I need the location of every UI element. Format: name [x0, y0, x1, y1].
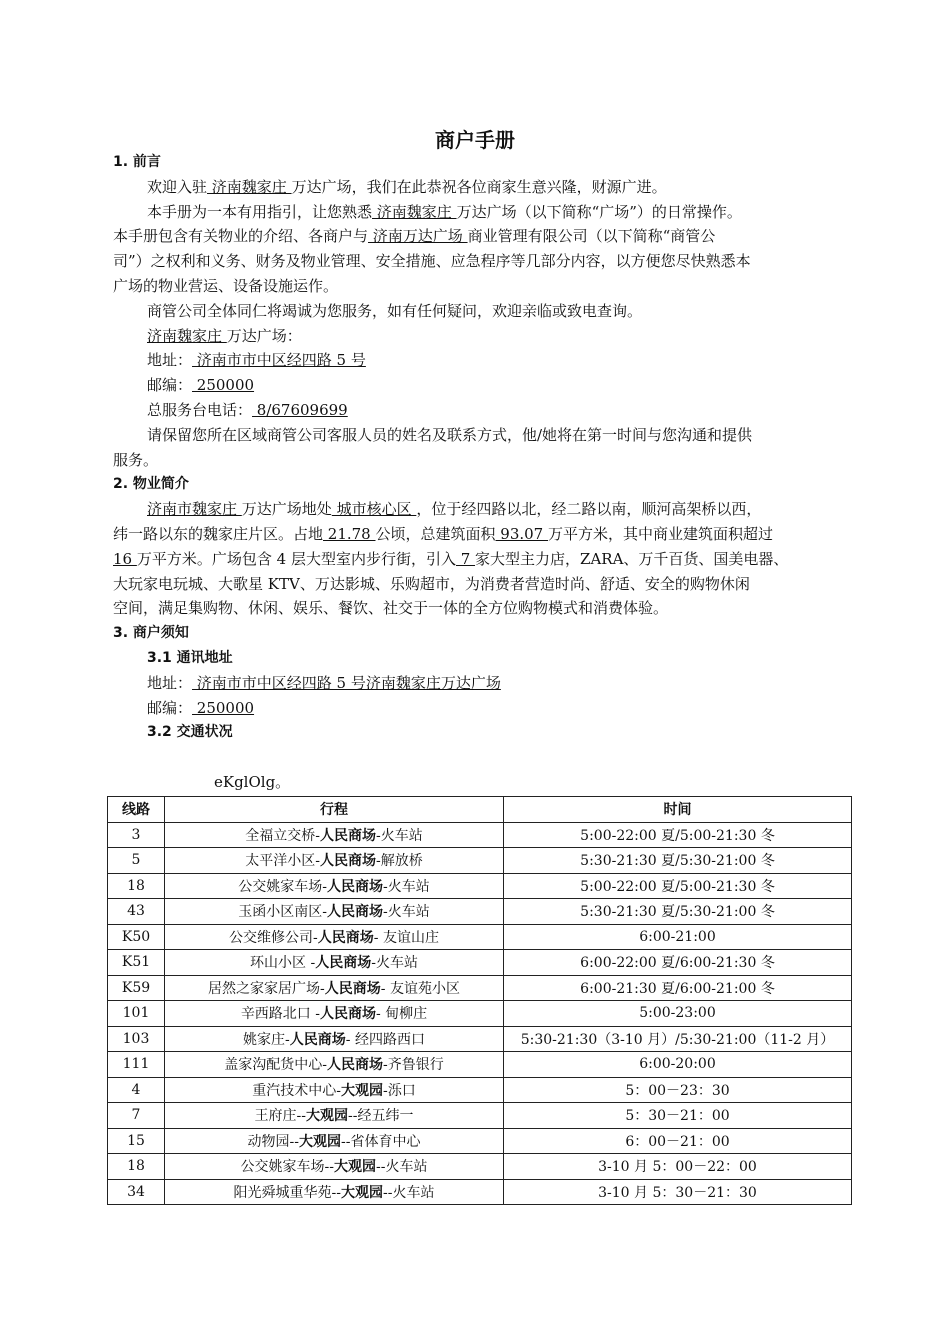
- route-line-number: 103: [108, 1026, 165, 1052]
- text: 万平方米，其中商业建筑面积超过: [548, 524, 774, 543]
- company-name: 济南万达广场: [368, 227, 468, 246]
- route-line-number: 18: [108, 1154, 165, 1180]
- route-stop: -解放桥: [376, 853, 423, 870]
- text: 万平方米。广场包含 4 层大型室内步行街，引入: [136, 549, 456, 568]
- route-line-number: K59: [108, 975, 165, 1001]
- route-itinerary: [165, 975, 504, 1001]
- route-service-time: 6：00－21：00: [504, 1128, 852, 1154]
- route-stop: 重汽技术中心-: [252, 1082, 341, 1099]
- route-stop: - 友谊苑小区: [380, 980, 460, 997]
- route-stop: -齐鲁银行: [383, 1057, 444, 1074]
- route-line-number: 5: [108, 848, 165, 874]
- route-service-time: 6:00-20:00: [504, 1052, 852, 1078]
- table-row: [108, 950, 852, 976]
- route-stop: 辛西路北口 -: [240, 1006, 320, 1023]
- route-itinerary: [165, 848, 504, 874]
- commercial-area: 16: [113, 549, 137, 568]
- section-1-heading: 1. 前言: [113, 154, 161, 170]
- text: 万达广场：: [226, 326, 302, 345]
- route-itinerary: [165, 1001, 504, 1027]
- route-stop: 公交维修公司-: [229, 929, 318, 946]
- table-row: [108, 848, 852, 874]
- route-itinerary: [165, 1103, 504, 1129]
- route-service-time: 5:30-21:30 夏/5:30-21:00 冬: [504, 848, 852, 874]
- route-stop: 盖家沟配货中心-: [224, 1057, 327, 1074]
- route-hub-stop: 大观园: [334, 1159, 376, 1176]
- table-row: [108, 1026, 852, 1052]
- zipcode-line: [113, 373, 838, 398]
- property-intro-line-3: [113, 547, 838, 572]
- intro-paragraph-3: 商管公司全体同仁将竭诚为您服务，如有任何疑问，欢迎亲临或致电查询。: [147, 301, 643, 320]
- route-stop: -火车站: [371, 955, 418, 972]
- route-hub-stop: 人民商场: [324, 980, 381, 997]
- route-line-number: 3: [108, 822, 165, 848]
- route-itinerary: [165, 1179, 504, 1205]
- route-hub-stop: 人民商场: [327, 878, 383, 895]
- table-header-row: [108, 797, 852, 823]
- table-row: [108, 1001, 852, 1027]
- address-label: 地址：: [147, 673, 193, 692]
- route-stop: -火车站: [383, 904, 430, 921]
- route-stop: - 经四路西口: [345, 1031, 425, 1048]
- zipcode-label: 邮编：: [147, 376, 193, 395]
- plaza-name: 济南魏家庄: [372, 202, 457, 221]
- route-itinerary: [165, 1052, 504, 1078]
- text: 欢迎入驻: [147, 177, 208, 196]
- route-hub-stop: 大观园: [341, 1082, 383, 1099]
- route-service-time: 5：00－23：30: [504, 1077, 852, 1103]
- text: 纬一路以东的魏家庄片区。占地: [113, 524, 324, 543]
- route-stop: -火车站: [376, 827, 423, 844]
- zipcode-value: 250000: [192, 698, 255, 717]
- route-itinerary: [165, 1077, 504, 1103]
- route-hub-stop: 人民商场: [320, 1006, 376, 1023]
- route-stop: 阳光舜城重华苑--: [233, 1184, 341, 1201]
- property-intro-line-4: 大玩家电玩城、大歌星 KTV、万达影城、乐购超市，为消费者营造时尚、舒适、安全的购物休闲: [113, 574, 750, 593]
- route-stop: 居然之家家居广场-: [208, 980, 325, 997]
- route-hub-stop: 人民商场: [315, 955, 372, 972]
- route-stop: --经五纬一: [348, 1108, 414, 1125]
- route-stop: - 友谊山庄: [373, 929, 439, 946]
- address-line: [113, 348, 838, 373]
- route-itinerary: [165, 950, 504, 976]
- phone-label: 总服务台电话：: [147, 400, 253, 419]
- text: 公顷，总建筑面积: [375, 524, 496, 543]
- route-itinerary: [165, 1154, 504, 1180]
- route-stop: --火车站: [383, 1184, 435, 1201]
- route-hub-stop: 人民商场: [317, 929, 374, 946]
- route-service-time: 6:00-21:00: [504, 924, 852, 950]
- route-itinerary: [165, 1026, 504, 1052]
- section-3-heading: 3. 商户须知: [113, 625, 189, 642]
- address-value: 济南市市中区经四路 5 号济南魏家庄万达广场: [192, 673, 501, 692]
- route-stop: 公交姚家车场-: [238, 878, 327, 895]
- route-service-time: 5:00-23:00: [504, 1001, 852, 1027]
- phone-value: 8/67609699: [252, 400, 348, 419]
- address-label: 地址：: [147, 351, 193, 370]
- table-row: [108, 1128, 852, 1154]
- plaza-contact-title: [113, 324, 838, 349]
- route-line-number: 18: [108, 873, 165, 899]
- subsection-3-1-heading: 3.1 通讯地址: [147, 649, 233, 666]
- route-stop: 姚家庄-: [243, 1031, 290, 1048]
- intro-paragraph-4-line-1: 请保留您所在区域商管公司客服人员的姓名及联系方式，他/她将在第一时间与您沟通和提供: [147, 425, 753, 444]
- route-service-time: 6:00-21:30 夏/6:00-21:00 冬: [504, 975, 852, 1001]
- property-intro-line-2: [113, 522, 838, 547]
- route-line-number: 111: [108, 1052, 165, 1078]
- intro-paragraph-2-line-2: [113, 224, 838, 249]
- text: 商业管理有限公司（以下简称“商管公: [467, 227, 716, 246]
- route-stop: - 甸柳庄: [376, 1006, 428, 1023]
- zipcode-label: 邮编：: [147, 698, 193, 717]
- address-value: 济南市市中区经四路 5 号: [192, 351, 366, 370]
- route-service-time: 3-10 月 5：30－21：30: [504, 1179, 852, 1205]
- route-stop: 环山小区 -: [250, 955, 316, 972]
- route-line-number: 34: [108, 1179, 165, 1205]
- route-hub-stop: 大观园: [306, 1108, 348, 1125]
- section-2-heading: 2. 物业简介: [113, 476, 189, 493]
- building-area: 93.07: [495, 524, 548, 543]
- plaza-name: 济南魏家庄: [147, 326, 227, 345]
- route-service-time: 5：30－21：00: [504, 1103, 852, 1129]
- intro-paragraph-4-line-2: 服务。: [113, 450, 159, 469]
- route-service-time: 5:00-22:00 夏/5:00-21:30 冬: [504, 822, 852, 848]
- route-itinerary: [165, 822, 504, 848]
- route-stop: 玉函小区南区-: [238, 904, 327, 921]
- header-line: 线路: [108, 797, 165, 823]
- table-row: [108, 1077, 852, 1103]
- document-body: [113, 150, 838, 795]
- route-stop: 公交姚家车场--: [240, 1159, 334, 1176]
- route-service-time: 5:00-22:00 夏/5:00-21:30 冬: [504, 873, 852, 899]
- location: 城市核心区: [331, 500, 417, 519]
- mailing-address-line: [113, 671, 838, 696]
- route-hub-stop: 人民商场: [327, 1057, 383, 1074]
- route-hub-stop: 人民商场: [320, 827, 376, 844]
- route-line-number: 7: [108, 1103, 165, 1129]
- route-stop: -泺口: [383, 1082, 416, 1099]
- route-stop: 全福立交桥-: [245, 827, 320, 844]
- route-service-time: 5:30-21:30（3-10 月）/5:30-21:00（11-2 月）: [504, 1026, 852, 1052]
- text: 万达广场地处: [241, 500, 332, 519]
- route-hub-stop: 人民商场: [327, 904, 383, 921]
- anchor-store-count: 7: [455, 549, 476, 568]
- route-line-number: 101: [108, 1001, 165, 1027]
- route-itinerary: [165, 1128, 504, 1154]
- route-line-number: 43: [108, 899, 165, 925]
- zipcode-value: 250000: [192, 376, 255, 395]
- bus-routes-table: [107, 796, 852, 1205]
- route-hub-stop: 大观园: [299, 1133, 341, 1150]
- transit-note: eKglOlg。: [214, 772, 291, 791]
- route-itinerary: [165, 899, 504, 925]
- table-row: [108, 899, 852, 925]
- table-row: [108, 975, 852, 1001]
- route-hub-stop: 人民商场: [289, 1031, 346, 1048]
- route-line-number: 4: [108, 1077, 165, 1103]
- route-itinerary: [165, 924, 504, 950]
- route-stop: 太平洋小区-: [245, 853, 320, 870]
- spacer: [113, 745, 838, 770]
- route-itinerary: [165, 873, 504, 899]
- subsection-3-2-heading: 3.2 交通状况: [147, 724, 233, 741]
- route-stop: -火车站: [383, 878, 430, 895]
- route-hub-stop: 大观园: [341, 1184, 383, 1201]
- table-row: [108, 1103, 852, 1129]
- intro-paragraph-2-line-1: [113, 200, 838, 225]
- route-service-time: 3-10 月 5：00－22：00: [504, 1154, 852, 1180]
- table-body: [108, 822, 852, 1205]
- route-line-number: K50: [108, 924, 165, 950]
- route-service-time: 6:00-22:00 夏/6:00-21:30 冬: [504, 950, 852, 976]
- mailing-zipcode-line: [113, 696, 838, 721]
- text: 万达广场，我们在此恭祝各位商家生意兴隆，财源广进。: [291, 177, 667, 196]
- route-stop: 王府庄--: [254, 1108, 306, 1125]
- route-line-number: 15: [108, 1128, 165, 1154]
- table-row: [108, 924, 852, 950]
- phone-line: [113, 398, 838, 423]
- property-intro-line-1: [113, 497, 838, 522]
- text: 万达广场（以下简称“广场”）的日常操作。: [456, 202, 742, 221]
- table-row: [108, 1154, 852, 1180]
- table-row: [108, 822, 852, 848]
- land-area: 21.78: [323, 524, 376, 543]
- route-stop: --省体育中心: [341, 1133, 421, 1150]
- intro-paragraph-2-line-4: 广场的物业营运、设备设施运作。: [113, 276, 339, 295]
- table-row: [108, 1179, 852, 1205]
- intro-paragraph-1: [113, 175, 838, 200]
- document-title: 商户手册: [435, 128, 515, 152]
- route-stop: 动物园--: [247, 1133, 299, 1150]
- table-row: [108, 873, 852, 899]
- text: ，位于经四路以北，经二路以南，顺河高架桥以西，: [416, 500, 762, 519]
- text: 本手册包含有关物业的介绍、各商户与: [113, 227, 369, 246]
- text: 家大型主力店，ZARA、万千百货、国美电器、: [475, 549, 789, 568]
- route-line-number: K51: [108, 950, 165, 976]
- intro-paragraph-2-line-3: 司”）之权利和义务、财务及物业管理、安全措施、应急程序等几部分内容，以方便您尽快熟悉本: [113, 252, 751, 271]
- route-stop: --火车站: [376, 1159, 428, 1176]
- property-intro-line-5: 空间，满足集购物、休闲、娱乐、餐饮、社交于一体的全方位购物模式和消费体验。: [113, 599, 669, 618]
- route-service-time: 5:30-21:30 夏/5:30-21:00 冬: [504, 899, 852, 925]
- route-hub-stop: 人民商场: [320, 853, 376, 870]
- plaza-name: 济南魏家庄: [207, 177, 292, 196]
- header-route: 行程: [165, 797, 504, 823]
- plaza-name: 济南市魏家庄: [147, 500, 242, 519]
- text: 本手册为一本有用指引，让您熟悉: [147, 202, 373, 221]
- header-time: 时间: [504, 797, 852, 823]
- table-row: [108, 1052, 852, 1078]
